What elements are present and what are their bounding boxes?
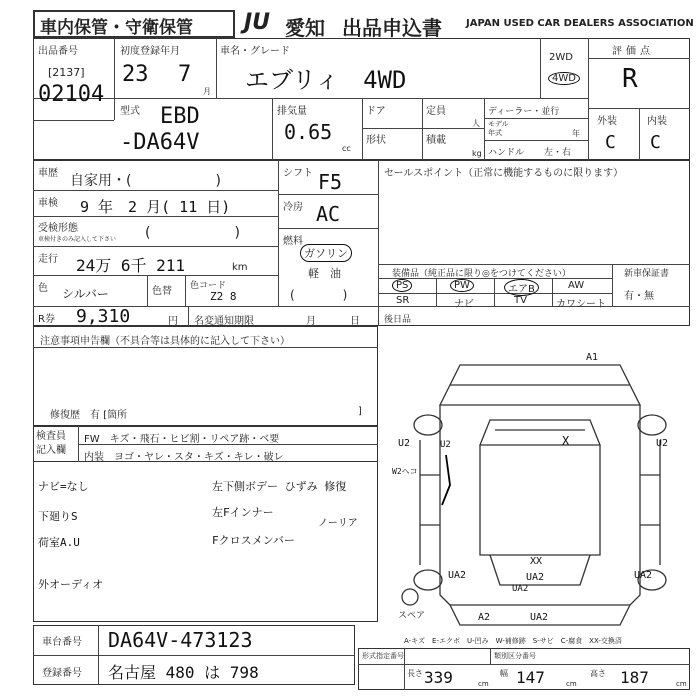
- height-label: 高さ: [590, 669, 606, 678]
- spare-label: スペア: [398, 611, 426, 621]
- plate-number: 名古屋 480 は 798: [108, 663, 259, 682]
- color-code-value: Z2 8: [210, 290, 237, 303]
- class-label: 類別区分番号: [494, 652, 536, 660]
- association-name: JAPAN USED CAR DEALERS ASSOCIATION: [466, 18, 694, 29]
- fuel-paren: ( ): [290, 288, 348, 302]
- handle-label: ハンドル: [488, 148, 525, 158]
- reg-year: 23: [122, 62, 149, 87]
- dmg-u2-mid: U2: [440, 440, 451, 450]
- interior-grade: C: [650, 132, 661, 153]
- nc-day: 日: [350, 316, 360, 327]
- chassis-number: DA64V-473123: [108, 628, 253, 652]
- capacity-label: 定員: [426, 106, 446, 117]
- shape-label: 形状: [366, 135, 386, 146]
- ju-logo: JU: [244, 10, 271, 35]
- kg-unit: kg: [472, 149, 482, 158]
- mileage-value: 24万 6千 211: [76, 256, 186, 275]
- equip-airbag: エアB: [504, 279, 539, 296]
- checker-label: 検査員 記入欄: [36, 431, 66, 456]
- handle-value: 左・右: [544, 148, 572, 158]
- ac-value: AC: [316, 202, 341, 226]
- lot-number: 02104: [38, 82, 105, 107]
- load-label: 積載: [426, 135, 446, 146]
- height-cm: cm: [676, 680, 687, 688]
- note-audio: 外オーディオ: [38, 578, 104, 591]
- spec-label: 形式指定番号: [362, 652, 404, 660]
- month-unit: 月: [203, 87, 211, 96]
- car-damage-diagram: [390, 345, 690, 645]
- width-cm: cm: [566, 680, 577, 688]
- width-label: 幅: [500, 669, 508, 678]
- equip-tv: TV: [514, 295, 527, 306]
- equip-sr: SR: [396, 295, 410, 306]
- person-unit: 人: [472, 119, 480, 128]
- exterior-label: 外装: [597, 116, 617, 127]
- lot-label: 出品番号: [38, 46, 78, 57]
- reception-paren: ( ): [145, 225, 240, 241]
- note-left-body: 左下側ボデー ひずみ 修復: [212, 480, 347, 493]
- equip-navi: ナビ: [454, 299, 474, 310]
- note-under: 下廻りS: [38, 510, 78, 523]
- fuel-diesel: 軽 油: [308, 267, 341, 280]
- inspection-value: 9 年 2 月( 11 日): [80, 198, 231, 216]
- note-cargo: 荷室A.U: [38, 536, 80, 549]
- reception-label: 受検形態: [38, 223, 78, 234]
- drive-2wd: 2WD: [549, 52, 573, 63]
- recycle-value: 9,310: [76, 306, 131, 327]
- dmg-ua2-center: UA2: [526, 572, 545, 583]
- interior-line: 内装 ヨゴ・ヤレ・スタ・キズ・キレ・破レ: [84, 452, 284, 463]
- warranty-label: 新車保証書: [624, 269, 670, 279]
- chassis-label: 車台番号: [42, 637, 82, 648]
- recycle-label: R券: [38, 314, 55, 325]
- length-cm: cm: [478, 680, 489, 688]
- displacement-value: 0.65: [284, 120, 333, 144]
- form-title: 出品申込書: [342, 16, 442, 40]
- door-label: ドア: [366, 106, 386, 117]
- org-name: 愛知: [285, 16, 325, 40]
- car-name: エブリィ 4WD: [245, 66, 407, 94]
- warranty-value: 有・無: [624, 291, 654, 302]
- mileage-label: 走行: [38, 254, 58, 265]
- dmg-xx: XX: [530, 556, 543, 567]
- drive-4wd: 4WD: [548, 72, 580, 85]
- year-unit: 年: [572, 129, 580, 138]
- fuel-gasoline: ガソリン: [300, 244, 352, 262]
- lot-small: [2137]: [48, 66, 85, 79]
- equip-ps: PS: [392, 279, 412, 292]
- repair-bracket: ]: [358, 406, 362, 417]
- color-code-label: 色コード: [190, 281, 227, 291]
- note-left-inner: 左Fインナー: [212, 506, 274, 519]
- fw-line: FW キズ・飛石・ヒビ割・リペア跡・ベ要: [84, 434, 280, 445]
- note-rear: ノーリア: [318, 518, 358, 529]
- model-line1: EBD: [160, 104, 200, 129]
- fuel-label: 燃料: [283, 236, 303, 247]
- color-value: シルバー: [62, 287, 109, 301]
- damage-legend: A-キズ E-エクボ U-凹み W-補修跡 S-サビ C-腐食 XX-交換済: [404, 637, 622, 645]
- dmg-ua2-left: UA2: [448, 570, 467, 581]
- dmg-a2: A2: [478, 612, 491, 623]
- equip-aw: AW: [568, 280, 585, 291]
- note-navi: ナビ=なし: [38, 480, 89, 493]
- equip-pw: PW: [450, 279, 474, 292]
- height-value: 187: [620, 668, 649, 687]
- note-crossmember: Fクロスメンバー: [212, 534, 295, 547]
- length-value: 339: [424, 668, 453, 687]
- history-label: 車歴: [38, 168, 58, 179]
- shift-label: シフト: [283, 168, 313, 179]
- dmg-a1: A1: [586, 352, 599, 363]
- length-label: 長さ: [407, 669, 423, 678]
- equip-leather-seat: カワシート: [556, 299, 606, 310]
- yen-unit: 円: [168, 316, 178, 327]
- dealer-label: ディーラー・並行: [488, 107, 560, 117]
- score-value: R: [622, 64, 638, 94]
- dmg-ua2-rear: UA2: [530, 612, 549, 623]
- shift-value: F5: [318, 170, 343, 194]
- score-label: 評価点: [612, 46, 654, 57]
- interior-label: 内装: [647, 116, 667, 127]
- name-label: 車名・グレード: [220, 46, 290, 57]
- dmg-u2-left: U2: [398, 438, 411, 449]
- color-label: 色: [38, 283, 48, 294]
- reception-sub: 車検付きのみ記入して下さい: [38, 236, 117, 243]
- ac-label: 冷房: [283, 202, 303, 213]
- dmg-u2-right: U2: [656, 438, 669, 449]
- sales-point-label: セールスポイント（正常に機能するものに限ります）: [384, 168, 624, 179]
- model-label: 型式: [120, 106, 140, 117]
- exterior-grade: C: [605, 132, 616, 153]
- model-line2: -DA64V: [120, 130, 200, 155]
- dmg-w2-dent: W2ヘコ: [392, 467, 418, 476]
- notes-header: 注意事項申告欄（不具合等は具体的に記入して下さい）: [40, 336, 290, 347]
- inspection-label: 車検: [38, 198, 58, 209]
- equipment-label: 装備品（純正品に限り◎をつけてください）: [392, 269, 571, 279]
- repair-history-label: 修復歴 有 [箇所: [50, 410, 128, 421]
- reg-label: 初度登録年月: [120, 46, 180, 57]
- name-change-label: 名変通知期限: [194, 316, 254, 327]
- width-value: 147: [516, 668, 545, 687]
- nc-month: 月: [306, 316, 316, 327]
- reg-month: 7: [178, 62, 192, 87]
- model-year-label: モデル 年式: [488, 120, 509, 137]
- dmg-ua2-bumper: UA2: [512, 584, 529, 594]
- cc-unit: cc: [342, 144, 351, 153]
- later-label: 後日品: [384, 315, 412, 325]
- history-value: 自家用・( ): [70, 173, 221, 189]
- tone-label: 色替: [152, 286, 172, 297]
- plate-label: 登録番号: [42, 668, 82, 679]
- dmg-x: X: [562, 434, 570, 448]
- storage-title: 車内保管・守衛保管: [40, 18, 193, 38]
- km-unit: km: [232, 262, 248, 273]
- displacement-label: 排気量: [277, 106, 307, 117]
- dmg-ua2-right: UA2: [634, 570, 653, 581]
